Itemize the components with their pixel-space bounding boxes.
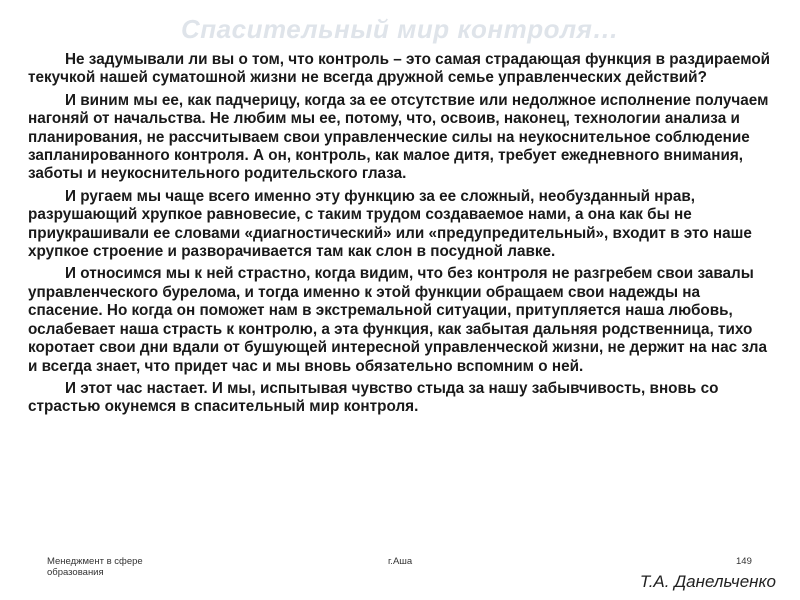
- paragraph-1: Не задумывали ли вы о том, что контроль – это самая страдающая функция в раздираемой текучкой нашей суматошной жизни не всегда дружной семье управленческих действий?: [28, 51, 771, 87]
- footer-page-number: 149: [736, 556, 752, 567]
- paragraph-2: И виним мы ее, как падчерицу, когда за ее отсутствие или недолжное исполнение получаем нагоняй от начальства. Не любим мы ее, потому, что, освоив, наконец, технологии анализа и планирования, не рассчитываем свои управленческие силы на неукоснительное соблюдение запланированного контроля. А он, контроль, как малое дитя, требует ежедневного внимания, заботы и неукоснительного родительского глаза.: [28, 91, 769, 183]
- slide-body: [28, 51, 778, 421]
- author-signature: Т.А. Данельченко: [639, 572, 776, 591]
- footer-course-name: Менеджмент в сфере образования: [47, 556, 143, 578]
- slide-title: Спасительный мир контроля…: [181, 14, 619, 44]
- paragraph-3: И ругаем мы чаще всего именно эту функцию за ее сложный, необузданный нрав, разрушающий хрупкое равновесие, с таким трудом создаваемое нами, а она как бы не приукрашивали ее словами «диагностический» или «предупредительный», входит в это наше хрупкое строение и разворачивается там как слон в посудной лавке.: [28, 187, 752, 261]
- paragraph-4: И относимся мы к ней страстно, когда видим, что без контроля не разгребем свои завалы управленческого бурелома, и тогда именно к этой функции обращаем свои надежды на спасение. Но когда он поможет нам в экстремальной ситуации, притупляется наша любовь, ослабевает наша страсть к контролю, а эта функция, как забытая дальняя родственница, тихо коротает свои дни вдали от бушующей интересной управленческой жизни, не держит на нас зла и всегда знает, что придет час и мы вновь обязательно вспомним о ней.: [28, 265, 768, 375]
- footer-location: г.Аша: [388, 556, 413, 567]
- paragraph-5: И этот час настает. И мы, испытывая чувство стыда за нашу забывчивость, вновь со страстью окунемся в спасительный мир контроля.: [28, 379, 719, 416]
